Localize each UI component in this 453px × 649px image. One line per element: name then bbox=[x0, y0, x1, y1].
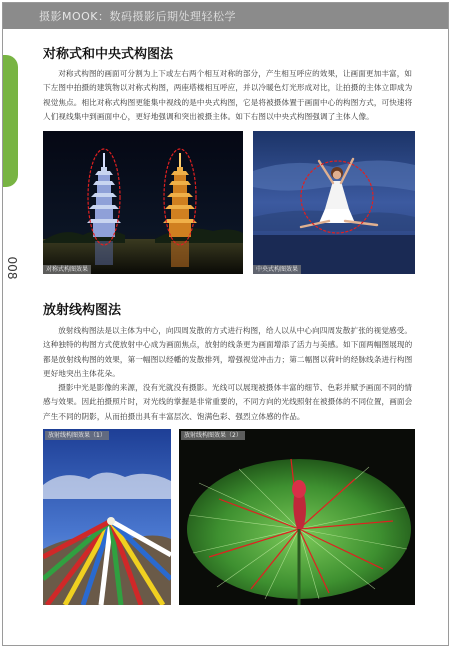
book-title: 摄影MOOK：数码摄影后期处理轻松学 bbox=[39, 10, 237, 23]
caption-symmetric: 对称式构图效果 bbox=[43, 265, 91, 274]
header-bar bbox=[3, 3, 449, 29]
section-paragraph-radial-2: 摄影中光是影像的来源，没有光就没有摄影。光线可以展现被摄体丰富的细节、色彩并赋予画面不同的情感与效果。因此拍摄照片时，对光线的掌握是非常重要的，不同方向的光线照射在被摄体的不同位置，画面会产生不同的阴影，从而拍摄出具有丰富层次、饱满色彩、强烈立体感的作品。 bbox=[43, 383, 413, 421]
photo-lotus-leaf bbox=[179, 429, 415, 605]
section-title-radial: 放射线构图法 bbox=[43, 303, 122, 318]
caption-central: 中央式构图效果 bbox=[253, 265, 301, 274]
caption-radial-2: 放射线构图效果（2） bbox=[181, 431, 245, 440]
caption-radial-1: 放射线构图效果（1） bbox=[45, 431, 109, 440]
section-title-symmetric: 对称式和中央式构图法 bbox=[43, 47, 174, 62]
photo-jumping-girl bbox=[253, 131, 415, 274]
chapter-tab bbox=[2, 55, 18, 187]
photo-prayer-flags bbox=[43, 429, 171, 605]
photo-twin-pagodas bbox=[43, 131, 243, 274]
page-number: 008 bbox=[5, 256, 19, 280]
section-paragraph-radial-1: 放射线构图法是以主体为中心，向四周发散的方式进行构图，给人以从中心向四周发散扩张的视觉感受。这种独特的构图方式使放射中心成为画面焦点，放射的线条更为画面增添了活力与美感。如下面两幅图展现的都是放射线构图的效果，第一幅图以经幡的发散排列，增强视觉冲击力；第二幅图以荷叶的经脉线条进行构图更好地突出主体花朵。 bbox=[43, 326, 413, 379]
section-paragraph-symmetric: 对称式构图的画面可分割为上下或左右两个相互对称的部分，产生相互呼应的效果，让画面更加丰富，如下左图中拍摄的建筑物以对称式构图，两座塔楼相互呼应，并以冷暖色灯光形成对比，让拍摄的主体立即成为视觉焦点。相比对称式构图更能集中视线的是中央式构图，它是将被摄体置于画面中心的构图方式，可快速将人们视线集中到画面中心，更好地强调和突出被摄主体。如下右图以中央式构图强调了主体人像。 bbox=[43, 69, 413, 122]
book-page bbox=[2, 2, 449, 646]
